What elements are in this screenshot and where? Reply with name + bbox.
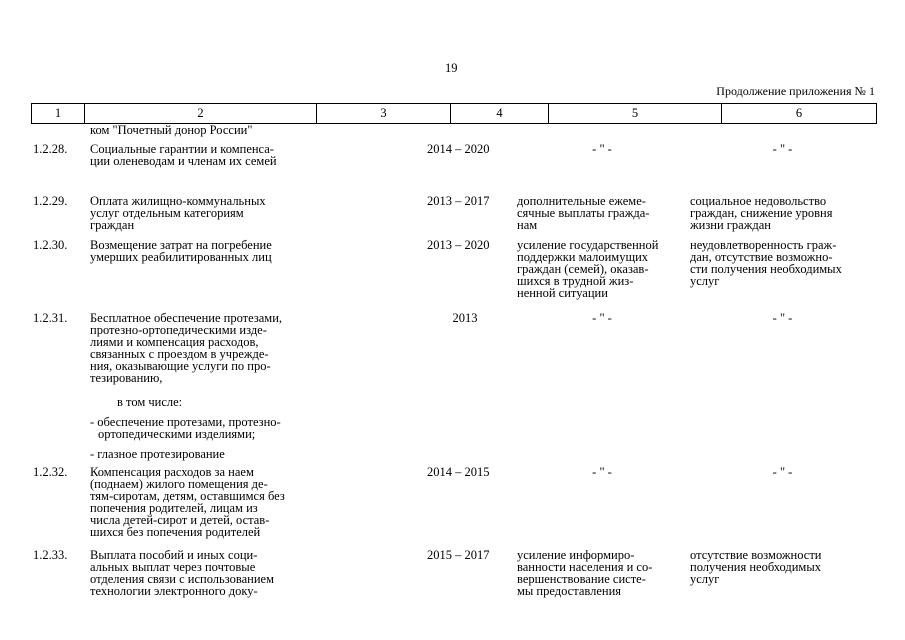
row-col5-line: шихся в трудной жиз- (517, 274, 634, 288)
row-col5-line: ванности населения и со- (517, 560, 653, 574)
row-col5-line: ненной ситуации (517, 286, 608, 300)
row-name-line: числа детей-сирот и детей, остав- (90, 513, 270, 527)
row-col6-line: услуг (690, 274, 720, 288)
row-col6-line: получения необходимых (690, 560, 821, 574)
sub-item-line: - глазное протезирование (90, 447, 225, 461)
row-name-line: умерших реабилитированных лиц (90, 250, 272, 264)
sub-item-line: ортопедическими изделиями; (98, 427, 256, 441)
row-years: 2015 – 2017 (427, 548, 490, 562)
row-name-line: лиями и компенсация расходов, (90, 335, 259, 349)
row-col5-line: граждан (семей), оказав- (517, 262, 649, 276)
row-name-line: ции оленеводам и членам их семей (90, 154, 277, 168)
row-col5-line: сячные выплаты гражда- (517, 206, 650, 220)
row-col6: - " - (772, 142, 793, 156)
row-col6-line: сти получения необходимых (690, 262, 842, 276)
row-name-line: тезированию, (90, 371, 163, 385)
row-col5: - " - (592, 311, 612, 325)
row-col6-line: социальное недовольство (690, 194, 827, 208)
sub-item-line: - обеспечение протезами, протезно- (90, 415, 281, 429)
row-col5: - " - (592, 465, 612, 479)
row-name-line: граждан (90, 218, 135, 232)
column-number-3: 3 (317, 104, 451, 124)
row-col5-line: усиление информиро- (517, 548, 635, 562)
row-number: 1.2.33. (33, 548, 68, 562)
row-col6-line: отсутствие возможности (690, 548, 822, 562)
column-number-4: 4 (451, 104, 549, 124)
including-label: в том числе: (117, 395, 183, 409)
row-name-line: попечения родителей, лицам из (90, 501, 258, 515)
row-name-line: Выплата пособий и иных соци- (90, 548, 258, 562)
column-number-5: 5 (549, 104, 722, 124)
row-col6-line: дан, отсутствие возможно- (690, 250, 833, 264)
row-col5: - " - (592, 142, 612, 156)
carryover-text: ком "Почетный донор России" (90, 123, 253, 137)
row-name-line: Бесплатное обеспечение протезами, (90, 311, 283, 325)
column-number-2: 2 (85, 104, 317, 124)
row-col5-line: дополнительные ежеме- (517, 194, 646, 208)
row-col6-line: услуг (690, 572, 720, 586)
column-number-6: 6 (722, 104, 877, 124)
row-col6-line: неудовлетворенность граж- (690, 238, 837, 252)
row-name-line: (поднаем) жилого помещения де- (90, 477, 268, 491)
row-name-line: тям-сиротам, детям, оставшимся без (90, 489, 285, 503)
row-number: 1.2.28. (33, 142, 68, 156)
row-years: 2013 – 2017 (427, 194, 490, 208)
row-number: 1.2.31. (33, 311, 68, 325)
row-years: 2013 (452, 311, 478, 325)
row-name-line: Социальные гарантии и компенса- (90, 142, 274, 156)
column-number-1: 1 (32, 104, 85, 124)
row-col5-line: мы предоставления (517, 584, 622, 598)
row-number: 1.2.29. (33, 194, 68, 208)
row-col6: - " - (772, 465, 793, 479)
row-col5-line: поддержки малоимущих (517, 250, 649, 264)
row-name-line: Возмещение затрат на погребение (90, 238, 272, 252)
row-name-line: Оплата жилищно-коммунальных (90, 194, 266, 208)
row-col6: - " - (772, 311, 793, 325)
row-col5-line: вершенствование систе- (517, 572, 646, 586)
column-header-row (31, 103, 877, 124)
page-number: 19 (445, 61, 458, 75)
row-years: 2014 – 2020 (427, 142, 490, 156)
row-col5-line: нам (517, 218, 538, 232)
row-number: 1.2.30. (33, 238, 68, 252)
row-name-line: Компенсация расходов за наем (90, 465, 254, 479)
row-number: 1.2.32. (33, 465, 68, 479)
row-col6-line: жизни граждан (690, 218, 771, 232)
row-name-line: ния, оказывающие услуги по про- (90, 359, 271, 373)
row-name-line: альных выплат через почтовые (90, 560, 256, 574)
row-name-line: отделения связи с использованием (90, 572, 274, 586)
row-years: 2013 – 2020 (427, 238, 490, 252)
row-col5-line: усиление государственной (517, 238, 659, 252)
continuation-label: Продолжение приложения № 1 (716, 84, 875, 98)
row-name-line: шихся без попечения родителей (90, 525, 261, 539)
row-name-line: технологии электронного доку- (90, 584, 258, 598)
row-name-line: протезно-ортопедическими изде- (90, 323, 267, 337)
row-col6-line: граждан, снижение уровня (690, 206, 833, 220)
row-name-line: связанных с проездом в учрежде- (90, 347, 269, 361)
row-name-line: услуг отдельным категориям (90, 206, 244, 220)
row-years: 2014 – 2015 (427, 465, 490, 479)
